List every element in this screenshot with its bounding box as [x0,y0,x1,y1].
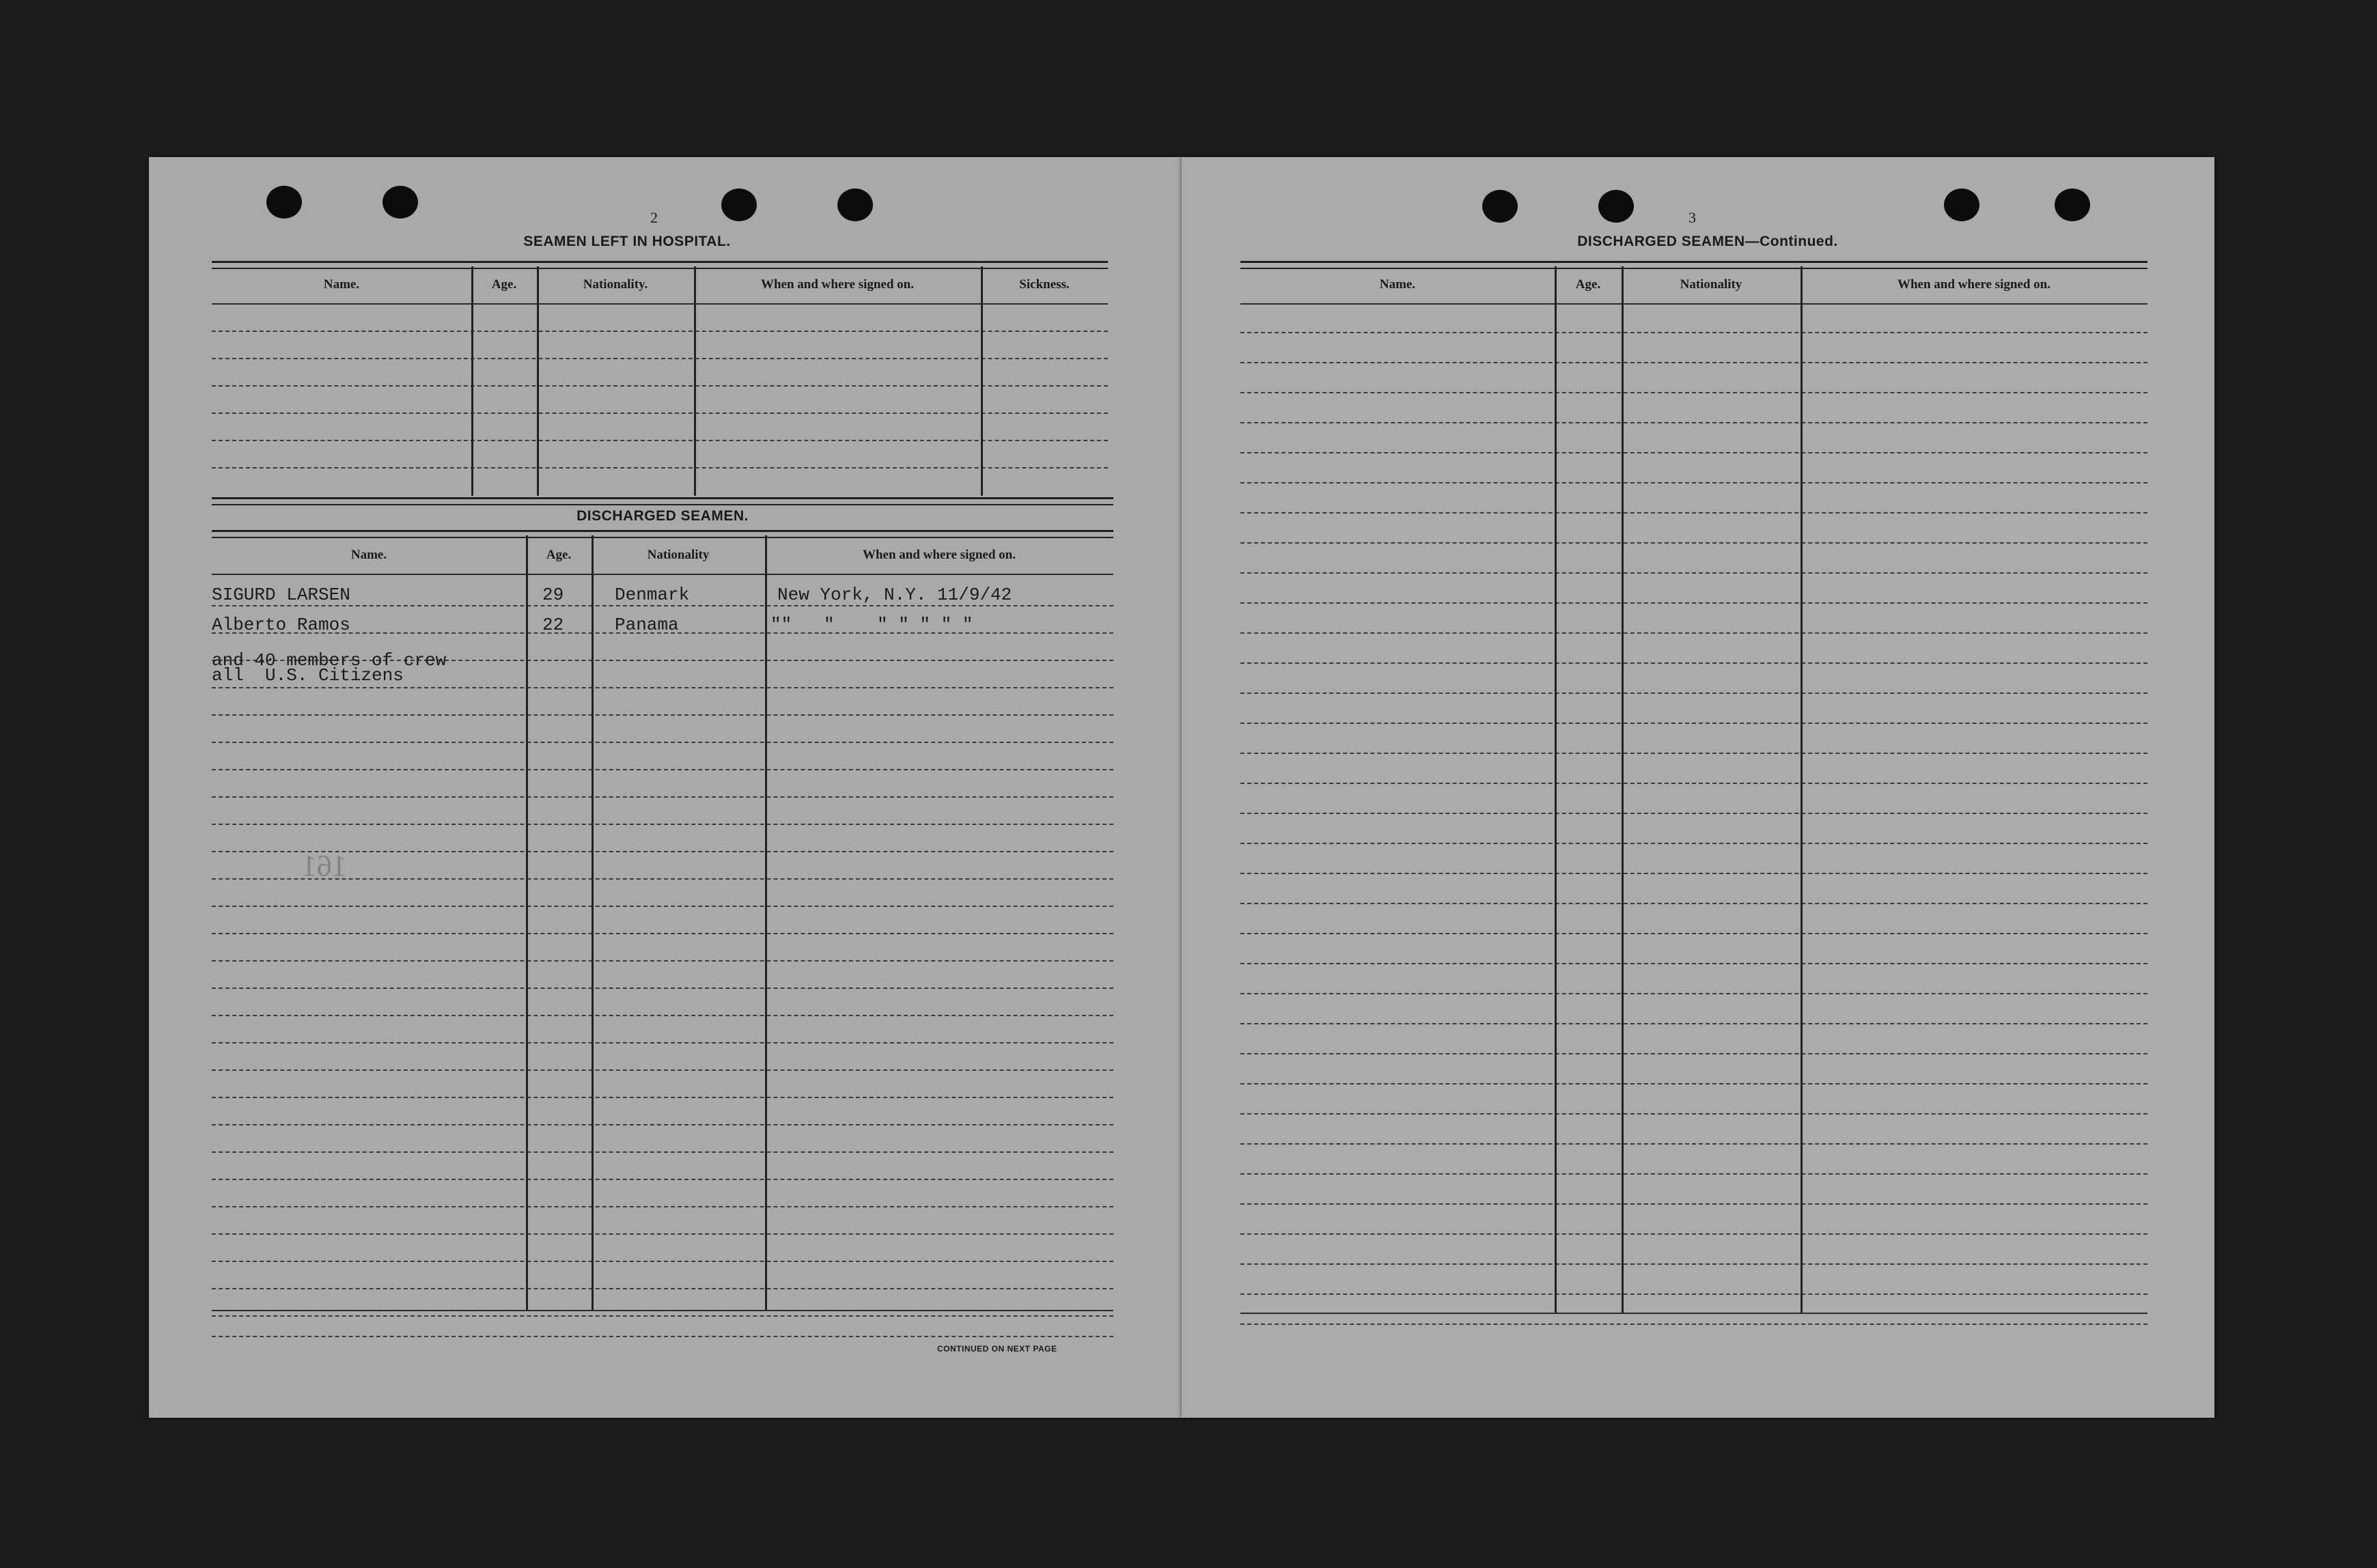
dashed-rule [1240,422,2147,423]
dashed-rule [212,385,1108,387]
dashed-rule [1240,813,2147,814]
right-page [1182,157,2214,1418]
rule [212,497,1113,505]
dashed-rule [1240,753,2147,754]
seaman-name: SIGURD LARSEN [212,585,350,605]
dashed-rule [212,851,1113,852]
dashed-rule [212,440,1108,441]
seaman-age: 22 [542,615,564,635]
crew-note: all U.S. Citizens [212,665,404,686]
dashed-rule [1240,692,2147,694]
dashed-rule [212,467,1108,468]
dashed-rule [1240,362,2147,363]
dashed-rule [212,742,1113,743]
dashed-rule [212,331,1108,332]
dashed-rule [1240,963,2147,964]
dashed-rule [212,769,1113,770]
dashed-rule [1240,332,2147,333]
dashed-rule [212,988,1113,989]
page-number: 2 [650,209,658,226]
col-age-header: Age. [546,548,572,562]
dashed-rule [1240,723,2147,724]
rule [212,530,1113,538]
punch-hole [383,186,418,219]
page-number: 3 [1688,209,1696,226]
seaman-signed-on: New York, N.Y. 11/9/42 [777,585,1012,605]
punch-hole [1482,190,1518,223]
dashed-rule [212,933,1113,934]
dashed-rule [212,1336,1113,1337]
column-divider [765,535,767,1310]
column-divider [1801,266,1803,1313]
left-page [149,157,1182,1418]
dashed-rule [1240,512,2147,514]
rule [212,303,1108,305]
dashed-rule [1240,452,2147,453]
col-sickness-header: Sickness. [1019,277,1070,292]
seaman-name: Alberto Ramos [212,615,350,635]
column-divider [526,535,528,1310]
dashed-rule [212,1151,1113,1153]
dashed-rule [212,796,1113,798]
dashed-rule [212,714,1113,716]
dashed-rule [1240,993,2147,994]
dashed-rule [1240,482,2147,484]
punch-hole [266,186,302,219]
dashed-rule [1240,542,2147,544]
dashed-rule [1240,1173,2147,1175]
discharged-continued-table [1240,261,2147,1333]
col-signed-on-header: When and where signed on. [1897,277,2051,292]
right-section-title: DISCHARGED SEAMEN—Continued. [1577,234,1838,249]
punch-hole [837,188,873,221]
dashed-rule [212,1069,1113,1071]
punch-hole [1598,190,1634,223]
dashed-rule [1240,1324,2147,1325]
seaman-signed-on: "" " " " " " " [770,615,973,635]
hospital-table [212,261,1108,500]
column-divider [471,266,473,496]
dashed-rule [212,1015,1113,1016]
col-nationality-header: Nationality. [583,277,648,292]
col-signed-on-header: When and where signed on. [760,277,914,292]
col-nationality-header: Nationality [1680,277,1742,292]
punch-hole [1944,188,1979,221]
dashed-rule [212,1179,1113,1180]
dashed-rule [212,960,1113,962]
col-signed-on-header: When and where signed on. [862,548,1016,562]
column-divider [981,266,983,496]
rule [1240,261,2147,269]
dashed-rule [212,1097,1113,1098]
dashed-rule [1240,1203,2147,1205]
dashed-rule [1240,783,2147,784]
hospital-section-title: SEAMEN LEFT IN HOSPITAL. [523,234,731,249]
seaman-nationality: Panama [615,615,679,635]
dashed-rule [1240,1053,2147,1054]
seaman-nationality: Denmark [615,585,690,605]
dashed-rule [1240,843,2147,844]
dashed-rule [212,1124,1113,1125]
punch-hole [721,188,757,221]
dashed-rule [1240,392,2147,393]
col-nationality-header: Nationality [647,548,710,562]
dashed-rule [1240,1143,2147,1145]
dashed-rule [212,878,1113,880]
rule [212,261,1108,269]
dashed-rule [212,1261,1113,1262]
discharged-section-title: DISCHARGED SEAMEN. [576,508,749,524]
column-divider [694,266,696,496]
dashed-rule [1240,572,2147,574]
dashed-rule [1240,662,2147,664]
dashed-rule [212,605,1113,606]
dashed-rule [212,824,1113,825]
rule [212,1310,1113,1311]
col-age-header: Age. [1575,277,1601,292]
dashed-rule [212,1288,1113,1289]
col-age-header: Age. [491,277,517,292]
dashed-rule [1240,602,2147,604]
crew-note: and 40 members of crew [212,650,447,671]
dashed-rule [212,1315,1113,1317]
dashed-rule [1240,903,2147,904]
dashed-rule [212,358,1108,359]
dashed-rule [1240,1233,2147,1235]
dashed-rule [212,1233,1113,1235]
col-name-header: Name. [323,277,360,292]
continued-note: CONTINUED ON NEXT PAGE [937,1344,1057,1354]
dashed-rule [212,906,1113,907]
seaman-age: 29 [542,585,564,605]
column-divider [537,266,539,496]
dashed-rule [1240,873,2147,874]
dashed-rule [212,412,1108,414]
discharged-table [212,497,1113,1337]
rule [1240,303,2147,305]
punch-hole [2055,188,2090,221]
dashed-rule [1240,1023,2147,1024]
faint-mark: 161 [302,849,347,882]
col-name-header: Name. [350,548,387,562]
column-divider [1555,266,1557,1313]
dashed-rule [1240,1293,2147,1295]
dashed-rule [212,1042,1113,1044]
dashed-rule [1240,1113,2147,1115]
dashed-rule [1240,1083,2147,1084]
dashed-rule [1240,1263,2147,1265]
dashed-rule [212,687,1113,688]
dashed-rule [212,1206,1113,1207]
rule [1240,1313,2147,1314]
dashed-rule [1240,632,2147,634]
rule [212,574,1113,575]
col-name-header: Name. [1379,277,1416,292]
dashed-rule [1240,933,2147,934]
column-divider [1622,266,1624,1313]
column-divider [592,535,594,1310]
